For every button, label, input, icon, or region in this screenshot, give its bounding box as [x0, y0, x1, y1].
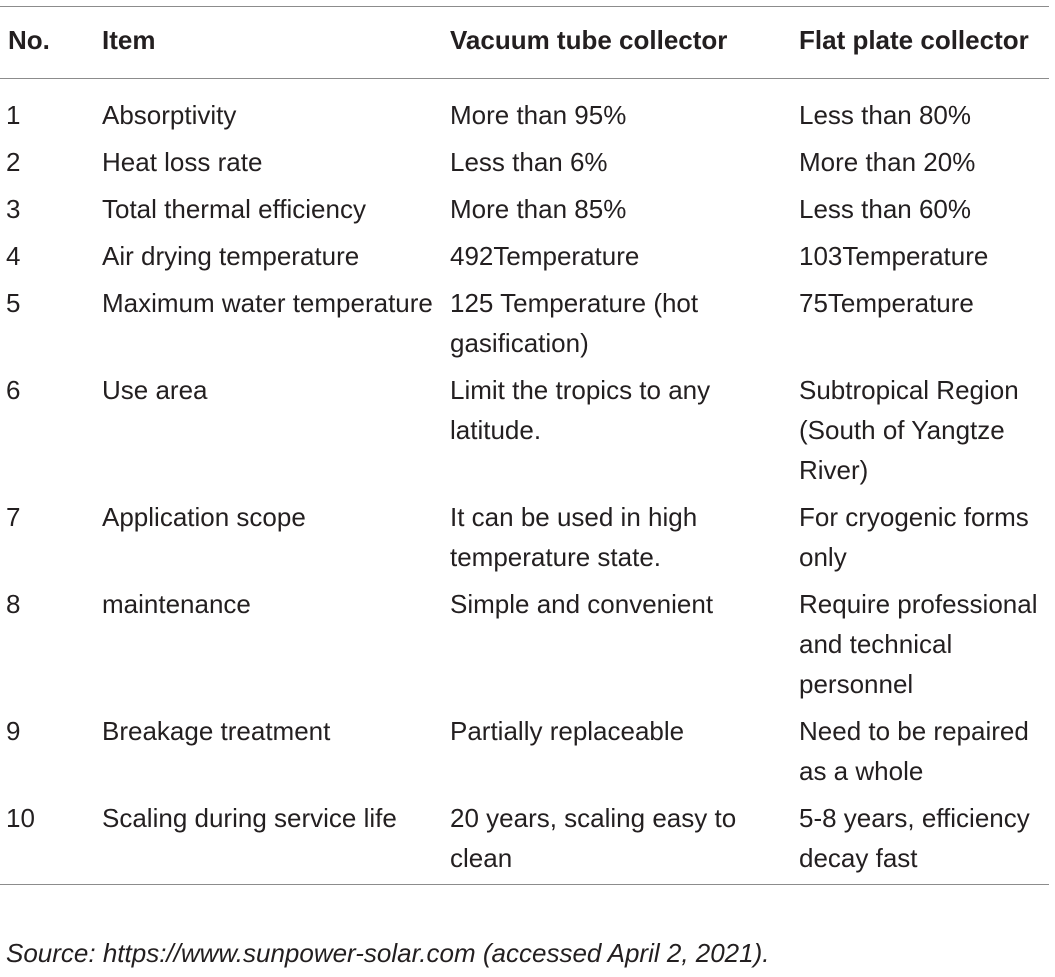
cell-flat: Subtropical Region (South of Yangtze River) — [799, 375, 1019, 485]
cell-flat: 103Temperature — [799, 241, 989, 271]
cell-vacuum: 125 Temperature (hot gasification) — [450, 288, 699, 358]
cell-flat: Less than 80% — [799, 100, 972, 130]
cell-flat: Require professional and technical personnel — [799, 589, 1038, 699]
table-row — [0, 236, 1049, 283]
cell-no: 7 — [6, 502, 21, 532]
table-source-footnote: Source: https://www.sunpower-solar.com (accessed April 2, 2021). — [6, 938, 770, 968]
cell-item: Maximum water temperature — [102, 288, 433, 318]
table-row — [0, 711, 1049, 798]
cell-item: Air drying temperature — [102, 241, 360, 271]
table-row — [0, 142, 1049, 189]
cell-vacuum: Less than 6% — [450, 147, 608, 177]
cell-no: 9 — [6, 716, 21, 746]
comparison-table — [0, 6, 1049, 885]
cell-no: 3 — [6, 194, 21, 224]
cell-vacuum: Limit the tropics to any latitude. — [450, 375, 711, 445]
cell-no: 8 — [6, 589, 21, 619]
cell-vacuum: 492Temperature — [450, 241, 640, 271]
table-header-row — [0, 7, 1049, 79]
cell-no: 5 — [6, 288, 21, 318]
cell-item: Breakage treatment — [102, 716, 331, 746]
header-vacuum-tube-collector: Vacuum tube collector — [450, 25, 728, 55]
header-item: Item — [102, 25, 156, 55]
cell-vacuum: More than 85% — [450, 194, 627, 224]
cell-flat: 75Temperature — [799, 288, 974, 318]
cell-flat: Less than 60% — [799, 194, 972, 224]
cell-flat: For cryogenic forms only — [799, 502, 1029, 572]
cell-no: 10 — [6, 803, 35, 833]
cell-flat: More than 20% — [799, 147, 976, 177]
header-flat-plate-collector: Flat plate collector — [799, 25, 1029, 55]
cell-item: Absorptivity — [102, 100, 237, 130]
cell-item: Scaling during service life — [102, 803, 397, 833]
cell-flat: Need to be repaired as a whole — [799, 716, 1029, 786]
table-row — [0, 189, 1049, 236]
table-row — [0, 79, 1049, 143]
cell-flat: 5-8 years, efficiency decay fast — [799, 803, 1030, 873]
cell-no: 1 — [6, 100, 21, 130]
table-row — [0, 798, 1049, 885]
table-row — [0, 283, 1049, 370]
table-row — [0, 584, 1049, 711]
cell-item: Heat loss rate — [102, 147, 263, 177]
cell-item: Total thermal efficiency — [102, 194, 366, 224]
cell-no: 2 — [6, 147, 21, 177]
cell-vacuum: Partially replaceable — [450, 716, 685, 746]
table-row — [0, 370, 1049, 497]
cell-no: 4 — [6, 241, 21, 271]
table-row — [0, 497, 1049, 584]
cell-vacuum: 20 years, scaling easy to clean — [450, 803, 737, 873]
cell-item: maintenance — [102, 589, 251, 619]
cell-no: 6 — [6, 375, 21, 405]
cell-item: Application scope — [102, 502, 306, 532]
cell-vacuum: Simple and convenient — [450, 589, 714, 619]
header-no: No. — [8, 25, 50, 55]
cell-vacuum: It can be used in high temperature state. — [450, 502, 698, 572]
cell-vacuum: More than 95% — [450, 100, 627, 130]
cell-item: Use area — [102, 375, 208, 405]
